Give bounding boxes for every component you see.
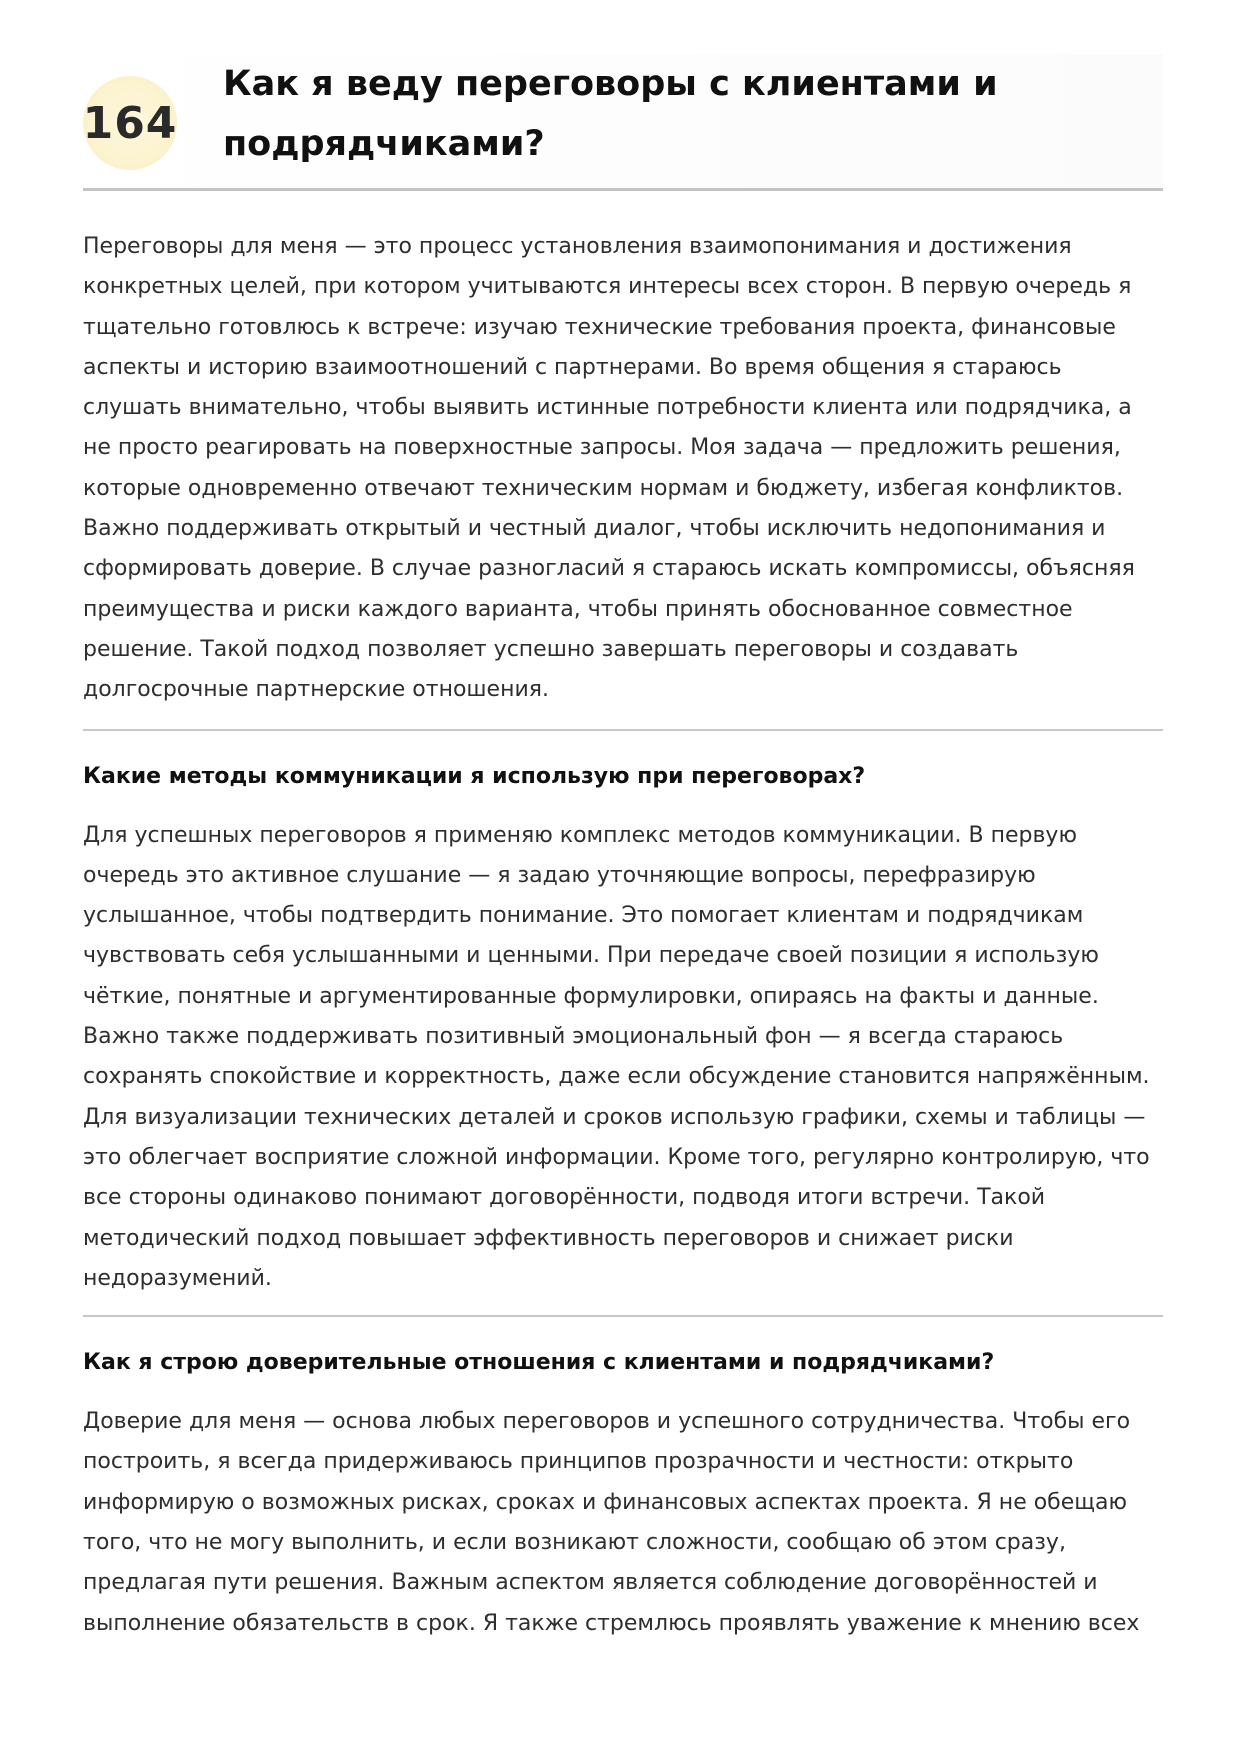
communication-methods-paragraph: Для успешных переговоров я применяю комплекс методов коммуникации. В первую очередь это активное слушание — я задаю уточняющие вопросы, перефразирую услышанное, чтобы подтвердить понимание. Это помогает клиентам и подрядчикам чувствовать себя услышанными и ценными. При передаче своей позиции я использую чёткие, понятные и аргументированные формулировки, опираясь на факты и данные. Важно также поддерживать позитивный эмоциональный фон — я всегда стараюсь сохранять спокойствие и корректность, даже если обсуждение становится напряжённым. Для визуализации технических деталей и сроков использую графики, схемы и таблицы — это облегчает восприятие сложной информации. Кроме того, регулярно контролирую, что все стороны одинаково понимают договорённости, подводя итоги встречи. Такой методический подход повышает эффективность переговоров и снижает риски недоразумений. xyxy=(83,822,1150,1291)
page-header xyxy=(83,54,1163,191)
intro-paragraph: Переговоры для меня — это процесс установления взаимопонимания и достижения конкретных целей, при котором учитываются интересы всех сторон. В первую очередь я тщательно готовлюсь к встрече: изучаю технические требования проекта, финансовые аспекты и историю взаимоотношений с партнерами. Во время общения я стараюсь слушать внимательно, чтобы выявить истинные потребности клиента или подрядчика, а не просто реагировать на поверхностные запросы. Моя задача — предложить решения, которые одновременно отвечают техническим нормам и бюджету, избегая конфликтов. Важно поддерживать открытый и честный диалог, чтобы исключить недопонимания и сформировать доверие. В случае разногласий я стараюсь искать компромиссы, объясняя преимущества и риски каждого варианта, чтобы принять обоснованное совместное решение. Такой подход позволяет успешно завершать переговоры и создавать долгосрочные партнерские отношения. xyxy=(83,234,1135,703)
document-page xyxy=(83,54,1163,1644)
section-divider xyxy=(83,1315,1163,1317)
page-title: Как я веду переговоры с клиентами и подрядчиками? xyxy=(223,64,998,164)
section-divider xyxy=(83,729,1163,731)
section-heading-communication-methods: Какие методы коммуникации я использую при переговорах? xyxy=(83,763,866,789)
trust-building-paragraph: Доверие для меня — основа любых переговоров и успешного сотрудничества. Чтобы его построить, я всегда придерживаюсь принципов прозрачности и честности: открыто информирую о возможных рисках, сроках и финансовых аспектах проекта. Я не обещаю того, что не могу выполнить, и если возникают сложности, сообщаю об этом сразу, предлагая пути решения. Важным аспектом является соблюдение договорённостей и выполнение обязательств в срок. Я также стремлюсь проявлять уважение к мнению всех xyxy=(83,1409,1140,1636)
question-number-badge: 164 xyxy=(83,76,177,170)
section-heading-trust-building: Как я строю доверительные отношения с клиентами и подрядчиками? xyxy=(83,1350,995,1376)
